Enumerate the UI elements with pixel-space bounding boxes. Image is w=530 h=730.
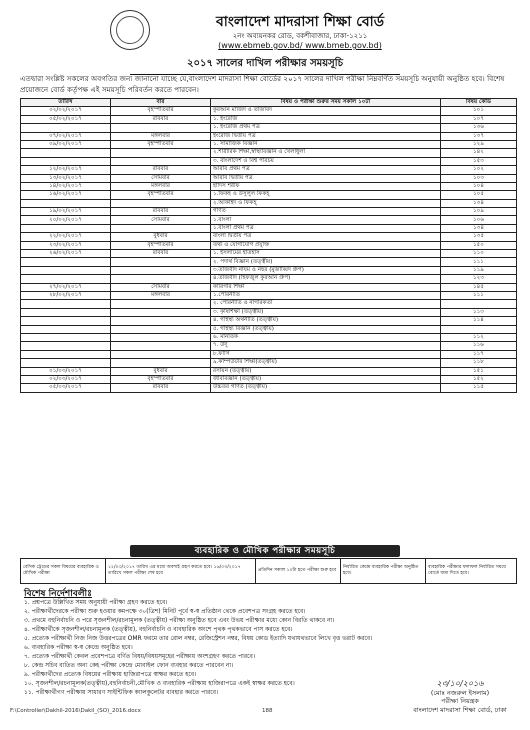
routine-cell-date: ১৪/০২/২০১৭: [21, 182, 111, 190]
routine-cell-code: [441, 325, 517, 333]
routine-row: [21, 191, 517, 199]
routine-cell-code: ১৩৫: [441, 233, 517, 241]
routine-cell-code: ১০১: [441, 107, 517, 115]
routine-cell-date: ০১/০৩/২০১৭: [21, 367, 111, 375]
routine-cell-day: বৃহস্পতিবার: [111, 140, 211, 148]
routine-row: [21, 300, 517, 308]
routine-row: [21, 359, 517, 367]
routine-cell-code: ১৩৪: [441, 199, 517, 207]
routine-cell-subject: আরবি প্রথম পত্র: [211, 166, 441, 174]
header-day: বার: [111, 99, 211, 107]
board-title: বাংলাদেশ মাদরাসা শিক্ষা বোর্ড: [215, 14, 385, 30]
practical-title: ব্যবহারিক ও মৌখিক পরীক্ষার সময়সূচি: [130, 545, 400, 557]
routine-cell-date: [21, 308, 111, 316]
routine-cell-subject: ১. সামাজিক বিজ্ঞান: [211, 140, 441, 148]
routine-row: [21, 182, 517, 190]
routine-cell-subject: ২.আকাইদ ও ফিকহ্: [211, 199, 441, 207]
routine-row: [21, 149, 517, 157]
practical-cell: বেসিক ট্রেডের সকল বিষয়ের ব্যবহারিক ও মৌখিক পরীক্ষা: [21, 559, 106, 584]
routine-cell-subject: তথ্য ও যোগাযোগ প্রযুক্তি: [211, 241, 441, 249]
routine-cell-day: [111, 224, 211, 232]
routine-cell-code: [441, 300, 517, 308]
routine-cell-subject: ৩.তাজবীদ নাযম ও নছর (মুজাব্বিদ গ্রুপ): [211, 266, 441, 274]
routine-cell-day: [111, 124, 211, 132]
routine-cell-day: [111, 308, 211, 316]
instruction-item: ৮. কেন্দ্র সচিব ব্যতিত অন্য কেহ পরীক্ষা কেন্দ্রে মোবাইল ফোন ব্যবহার করতে পারবেন না।: [24, 662, 234, 669]
routine-cell-day: [111, 317, 211, 325]
routine-row: [21, 174, 517, 182]
routine-row: [21, 275, 517, 283]
routine-cell-date: [21, 266, 111, 274]
routine-cell-date: ১৯/০২/২০১৭: [21, 208, 111, 216]
routine-cell-subject: ৯.কম্পিউটার শিক্ষা(তত্ত্বীয়): [211, 359, 441, 367]
routine-cell-subject: ৬. মানতিক: [211, 333, 441, 341]
routine-row: [21, 115, 517, 123]
routine-cell-code: ১১৮: [441, 359, 517, 367]
routine-cell-code: ১০৯: [441, 208, 517, 216]
routine-row: [21, 224, 517, 232]
routine-cell-day: বৃহস্পতিবার: [111, 375, 211, 383]
routine-cell-date: ২২/০২/২০১৭: [21, 233, 111, 241]
routine-cell-date: [21, 333, 111, 341]
routine-row: [21, 291, 517, 299]
routine-cell-code: ১০২: [441, 166, 517, 174]
routine-cell-day: [111, 350, 211, 358]
instructions-title: বিশেষ নির্দেশাবলীঃ: [24, 589, 92, 599]
routine-cell-date: ২৮/০২/২০১৭: [21, 291, 111, 299]
routine-cell-code: ১৫১: [441, 367, 517, 375]
routine-cell-day: বুধবার: [111, 233, 211, 241]
routine-cell-date: ০৫/০৩/২০১৭: [21, 384, 111, 392]
routine-row: [21, 325, 517, 333]
instruction-item: ৭. প্রত্যেক পরীক্ষার্থী কেবল প্রবেশপত্রে বর্ণিত বিষয়/বিষয়সমূহের পরীক্ষায় অংশগ্রহণ করতে পারবে।: [24, 653, 256, 660]
routine-row: [21, 258, 517, 266]
routine-row: [21, 216, 517, 224]
routine-cell-date: ০৯/০২/২০১৭: [21, 140, 111, 148]
instruction-item: ১. প্রশ্নপত্রে উল্লিখিত সময় অনুযায়ী পরীক্ষা গ্রহণ করতে হবে।: [24, 599, 168, 606]
routine-cell-date: [21, 359, 111, 367]
routine-cell-day: [111, 199, 211, 207]
footer-page-number: 188: [262, 708, 273, 714]
intro-paragraph: এতদ্বারা সংশ্লিষ্ট সকলের অবগতির জন্য জানানো যাচ্ছে যে,বাংলাদেশ মাদরাসা শিক্ষা বোর্ডের ২০১৭ সালের দাখিল পরীক্ষা নিম্নবর্ণিত সময়সূচি অনুযায়ী অনুষ্ঠিত হবে। বিশেষ প্রয়োজনে বোর্ড কর্তৃপক্ষ এই সময়সূচি পরিবর্তন করতে পারবেন।: [20, 74, 505, 94]
routine-cell-day: রবিবার: [111, 115, 211, 123]
routine-cell-day: সোমবার: [111, 174, 211, 182]
practical-cell: ব্যবহারিক পরীক্ষার ফলাফল নির্ধারিত সময়ে বোর্ডে জমা দিতে হবে।: [426, 559, 517, 584]
routine-row: [21, 283, 517, 291]
routine-cell-date: [21, 199, 111, 207]
routine-cell-subject: ১.পৌরনীতি: [211, 291, 441, 299]
routine-cell-code: ১৩৭: [441, 132, 517, 140]
board-website: (www.ebmeb.gov.bd/ www.bmeb.gov.bd): [218, 41, 382, 50]
routine-row: [21, 342, 517, 350]
routine-title: ২০১৭ সালের দাখিল পরীক্ষার সময়সূচি: [130, 56, 400, 75]
routine-cell-code: ১৪৫: [441, 283, 517, 291]
routine-cell-date: ২৬/০২/২০১৭: [21, 250, 111, 258]
routine-cell-subject: ৪. গার্হস্থ্য অর্থনীতি (তত্ত্বীয়): [211, 317, 441, 325]
routine-cell-code: ১১২: [441, 333, 517, 341]
practical-row: [21, 559, 517, 584]
instruction-item: ১০. সৃজনশীল/রচনামূলক(তত্ত্বীয়),বহুনির্বাচনী,মৌখিক ও ব্যবহারিক পরীক্ষায় হাজিরাপত্রে একই স্বাক্ষর করতে হবে।: [24, 680, 295, 687]
routine-cell-date: [21, 149, 111, 157]
routine-cell-code: ১১০: [441, 250, 517, 258]
routine-cell-subject: রসায়ন (তত্ত্বীয়): [211, 367, 441, 375]
routine-row: [21, 199, 517, 207]
routine-cell-subject: ১. ইসলামের ইতিহাস: [211, 250, 441, 258]
routine-cell-code: ১১৬: [441, 342, 517, 350]
routine-cell-subject: উচ্চতর গণিত (তত্ত্বীয়): [211, 384, 441, 392]
routine-row: [21, 208, 517, 216]
routine-cell-day: রবিবার: [111, 208, 211, 216]
routine-cell-date: [21, 300, 111, 308]
routine-cell-subject: ৭. উর্দু: [211, 342, 441, 350]
routine-cell-day: বৃহস্পতিবার: [111, 241, 211, 249]
routine-cell-date: ১২/০২/২০১৭: [21, 166, 111, 174]
routine-row: [21, 166, 517, 174]
routine-cell-subject: ৮.ফার্সি: [211, 350, 441, 358]
routine-row: [21, 350, 517, 358]
routine-row: [21, 333, 517, 341]
routine-cell-subject: আরবি দ্বিতীয় পত্র: [211, 174, 441, 182]
routine-cell-subject: ১.ফিকহ ও উসুলুল ফিকহ্: [211, 191, 441, 199]
routine-cell-date: [21, 124, 111, 132]
routine-row: [21, 250, 517, 258]
routine-cell-day: [111, 359, 211, 367]
routine-cell-day: [111, 149, 211, 157]
signatory-designation: পরীক্ষা নিয়ন্ত্রক: [441, 697, 479, 705]
routine-cell-date: ০২/০২/২০১৭: [21, 107, 111, 115]
routine-cell-subject: গণিত: [211, 208, 441, 216]
routine-cell-day: [111, 333, 211, 341]
routine-cell-date: [21, 258, 111, 266]
signatory-org: বাংলাদেশ মাদরাসা শিক্ষা বোর্ড, ঢাকা: [413, 705, 507, 714]
header-date: তারিখ: [21, 99, 111, 107]
exam-routine-table: [20, 98, 517, 393]
routine-cell-date: ২৩/০২/২০১৭: [21, 241, 111, 249]
routine-cell-day: [111, 325, 211, 333]
routine-cell-subject: ১. ইংরেজি: [211, 115, 441, 123]
routine-cell-date: [21, 350, 111, 358]
routine-row: [21, 157, 517, 165]
routine-row: [21, 367, 517, 375]
instruction-item: ৪. পরীক্ষার্থীকে সৃজনশীল/রচনামূলক (তত্ত্বীয়), বহুনির্বাচনি ও ব্যবহারিক অংশে পৃথক পৃথকভাবে পাস করতে হবে।: [24, 626, 293, 633]
routine-cell-code: ১০৬: [441, 216, 517, 224]
routine-row: [21, 375, 517, 383]
routine-cell-code: ১২৯: [441, 140, 517, 148]
routine-cell-day: রবিবার: [111, 384, 211, 392]
routine-cell-day: [111, 300, 211, 308]
routine-cell-subject: ১.বাংলা: [211, 216, 441, 224]
routine-cell-day: বৃহস্পতিবার: [111, 191, 211, 199]
routine-cell-date: [21, 157, 111, 165]
routine-cell-day: বুধবার: [111, 367, 211, 375]
instruction-item: ২. পরীক্ষার্থীদেরকে পরীক্ষা শুরু হওয়ার কমপক্ষে ৩০(ত্রিশ) মিনিট পূর্বে স্ব-স্ব প্রতিষ্ঠান থেকে প্রবেশপত্র সংগ্রহ করতে হবে।: [24, 608, 306, 615]
routine-cell-code: ১১৩: [441, 308, 517, 316]
routine-cell-date: ০৫/০২/২০১৭: [21, 115, 111, 123]
signature-block: [395, 680, 525, 714]
routine-cell-day: রবিবার: [111, 250, 211, 258]
routine-cell-code: ১৩৪: [441, 224, 517, 232]
routine-cell-code: ১১৯: [441, 266, 517, 274]
routine-cell-date: ০৭/০২/২০১৭: [21, 132, 111, 140]
routine-cell-date: [21, 317, 111, 325]
routine-cell-date: ১৩/০২/২০১৭: [21, 174, 111, 182]
routine-cell-subject: ১.বাংলা প্রথম পত্র: [211, 224, 441, 232]
header-code: বিষয় কোড: [441, 99, 517, 107]
routine-cell-subject: ৪.তাজবীদ (হিফজুল কুরআন গ্রুপ): [211, 275, 441, 283]
header-subject: বিষয় ও পরীক্ষা শুরুর সময় সকাল ১০টা: [211, 99, 441, 107]
routine-cell-subject: ইংরেজি দ্বিতীয় পত্র: [211, 132, 441, 140]
routine-cell-day: [111, 258, 211, 266]
instruction-item: ৫. প্রত্যেক পরীক্ষার্থী নিজ নিজ উত্তরপত্রের OMR ফরমে তার রোল নম্বর, রেজিস্ট্রেশন নম্বর, বিষয় কোড ইত্যাদি যথাযথভাবে লিখে বৃত্ত ভরাট করবে।: [24, 635, 373, 642]
routine-cell-code: ১১৪: [441, 317, 517, 325]
routine-cell-subject: কুরআন মাজিদ ও তাজবিদ: [211, 107, 441, 115]
routine-cell-code: ১০৫: [441, 191, 517, 199]
instruction-item: ৯. পরীক্ষার্থীদের প্রত্যেক বিষয়ের পরীক্ষায় হাজিরাপত্রে স্বাক্ষর করতে হবে।: [24, 671, 197, 678]
signatory-name: (মোঃ নজরুল ইসলাম): [430, 688, 490, 697]
routine-cell-subject: জীববিজ্ঞান (তত্ত্বীয়): [211, 375, 441, 383]
routine-cell-code: ১৪২: [441, 149, 517, 157]
routine-row: [21, 140, 517, 148]
routine-cell-subject: কারিগরি শিক্ষা: [211, 283, 441, 291]
routine-cell-day: বৃহস্পতিবার: [111, 107, 211, 115]
routine-cell-date: ২৭/০২/২০১৭: [21, 283, 111, 291]
routine-cell-date: [21, 325, 111, 333]
routine-row: [21, 241, 517, 249]
routine-cell-code: ১১১: [441, 291, 517, 299]
routine-cell-date: [21, 224, 111, 232]
routine-cell-code: ১১৫: [441, 384, 517, 392]
instruction-item: ৩. প্রথমে বহুনির্বাচনি ও পরে সৃজনশীল/রচনামূলক (তত্ত্বীয়) পরীক্ষা অনুষ্ঠিত হবে এবং উভয় পরীক্ষার মধ্যে কোন বিরতি থাকবে না।: [24, 617, 335, 624]
routine-row: [21, 132, 517, 140]
routine-cell-subject: ১. ইংরেজি প্রথম পত্র: [211, 124, 441, 132]
routine-cell-day: [111, 342, 211, 350]
routine-cell-code: ১০৩: [441, 174, 517, 182]
routine-cell-day: সোমবার: [111, 283, 211, 291]
routine-cell-day: [111, 266, 211, 274]
routine-cell-day: মঙ্গলবার: [111, 132, 211, 140]
routine-cell-subject: ৩. বাংলাদেশ ও বিশ্ব পরিচয়: [211, 157, 441, 165]
routine-cell-date: ০২/০৩/২০১৭: [21, 375, 111, 383]
board-seal-icon: [110, 10, 150, 50]
routine-header-row: [21, 99, 517, 107]
routine-cell-day: মঙ্গলবার: [111, 291, 211, 299]
routine-cell-day: রবিবার: [111, 166, 211, 174]
routine-row: [21, 384, 517, 392]
routine-row: [21, 266, 517, 274]
practical-cell: ১২/০৩/২০১৭ তারিখ এর মধ্যে অবশ্যই গ্রহণ করতে হবে। ১৬/০৩/২০১৭ তারিখে সকল পরীক্ষা শেষ হবে: [106, 559, 256, 584]
footer-file-path: F:\Controller\Dakhil-2016\Dakil_(SO)_2016.docx: [10, 708, 141, 714]
routine-cell-subject: ৩. কৃষিশিক্ষা (তত্ত্বীয়): [211, 308, 441, 316]
routine-cell-day: সোমবার: [111, 216, 211, 224]
routine-cell-date: [21, 342, 111, 350]
routine-cell-code: ১৫৩: [441, 157, 517, 165]
board-address: ২নং অব্যয়নকর রোড, বকশীবাজার, ঢাকা-১২১১: [232, 32, 368, 40]
routine-cell-code: ১৫০: [441, 241, 517, 249]
practical-table: [20, 558, 517, 584]
routine-cell-code: ১১৭: [441, 350, 517, 358]
instruction-item: ৬. ব্যবহারিক পরীক্ষা স্ব-স্ব কেন্দ্রে অনুষ্ঠিত হবে।: [24, 644, 133, 651]
routine-cell-subject: বাংলা দ্বিতীয় পত্র: [211, 233, 441, 241]
routine-cell-code: ১১১: [441, 258, 517, 266]
routine-row: [21, 107, 517, 115]
routine-cell-code: ১০৪: [441, 182, 517, 190]
practical-cell: প্রতিদিন সকাল ১০টা হতে পরীক্ষা শুরু হবে: [256, 559, 341, 584]
routine-cell-day: [111, 275, 211, 283]
routine-row: [21, 233, 517, 241]
routine-cell-day: মঙ্গলবার: [111, 182, 211, 190]
routine-cell-code: ১৫২: [441, 375, 517, 383]
routine-row: [21, 317, 517, 325]
practical-cell: নির্ধারিত কেন্দ্রে ব্যবহারিক পরীক্ষা অনুষ্ঠিত হবে।: [341, 559, 426, 584]
routine-cell-subject: ২. পৌরনীতি ও নাগরিকতা: [211, 300, 441, 308]
instruction-item: ১১. পরীক্ষার্থীগণ পরীক্ষায় সাধারণ সাইন্টিফিক ক্যালকুলেটর ব্যবহার করতে পারবে।: [24, 689, 219, 696]
routine-row: [21, 308, 517, 316]
routine-cell-date: ২০/০২/২০১৭: [21, 216, 111, 224]
routine-cell-code: ১০৭: [441, 115, 517, 123]
routine-cell-code: ১২৩: [441, 275, 517, 283]
routine-cell-subject: ৫. গার্হস্থ্য বিজ্ঞান (তত্ত্বীয়): [211, 325, 441, 333]
routine-cell-day: [111, 157, 211, 165]
routine-cell-subject: ২. পদার্থ বিজ্ঞান (তত্ত্বীয়): [211, 258, 441, 266]
routine-cell-date: [21, 275, 111, 283]
routine-cell-subject: ২.শারীরিক শিক্ষা,স্বাস্থ্যবিজ্ঞান ও খেলাধুলা: [211, 149, 441, 157]
routine-cell-code: ১৩৬: [441, 124, 517, 132]
routine-cell-date: ১৬/০২/২০১৭: [21, 191, 111, 199]
signature-mark: ২৩/১০/২০১৬: [436, 679, 484, 688]
routine-row: [21, 124, 517, 132]
routine-cell-subject: হাদিস শরীফ: [211, 182, 441, 190]
